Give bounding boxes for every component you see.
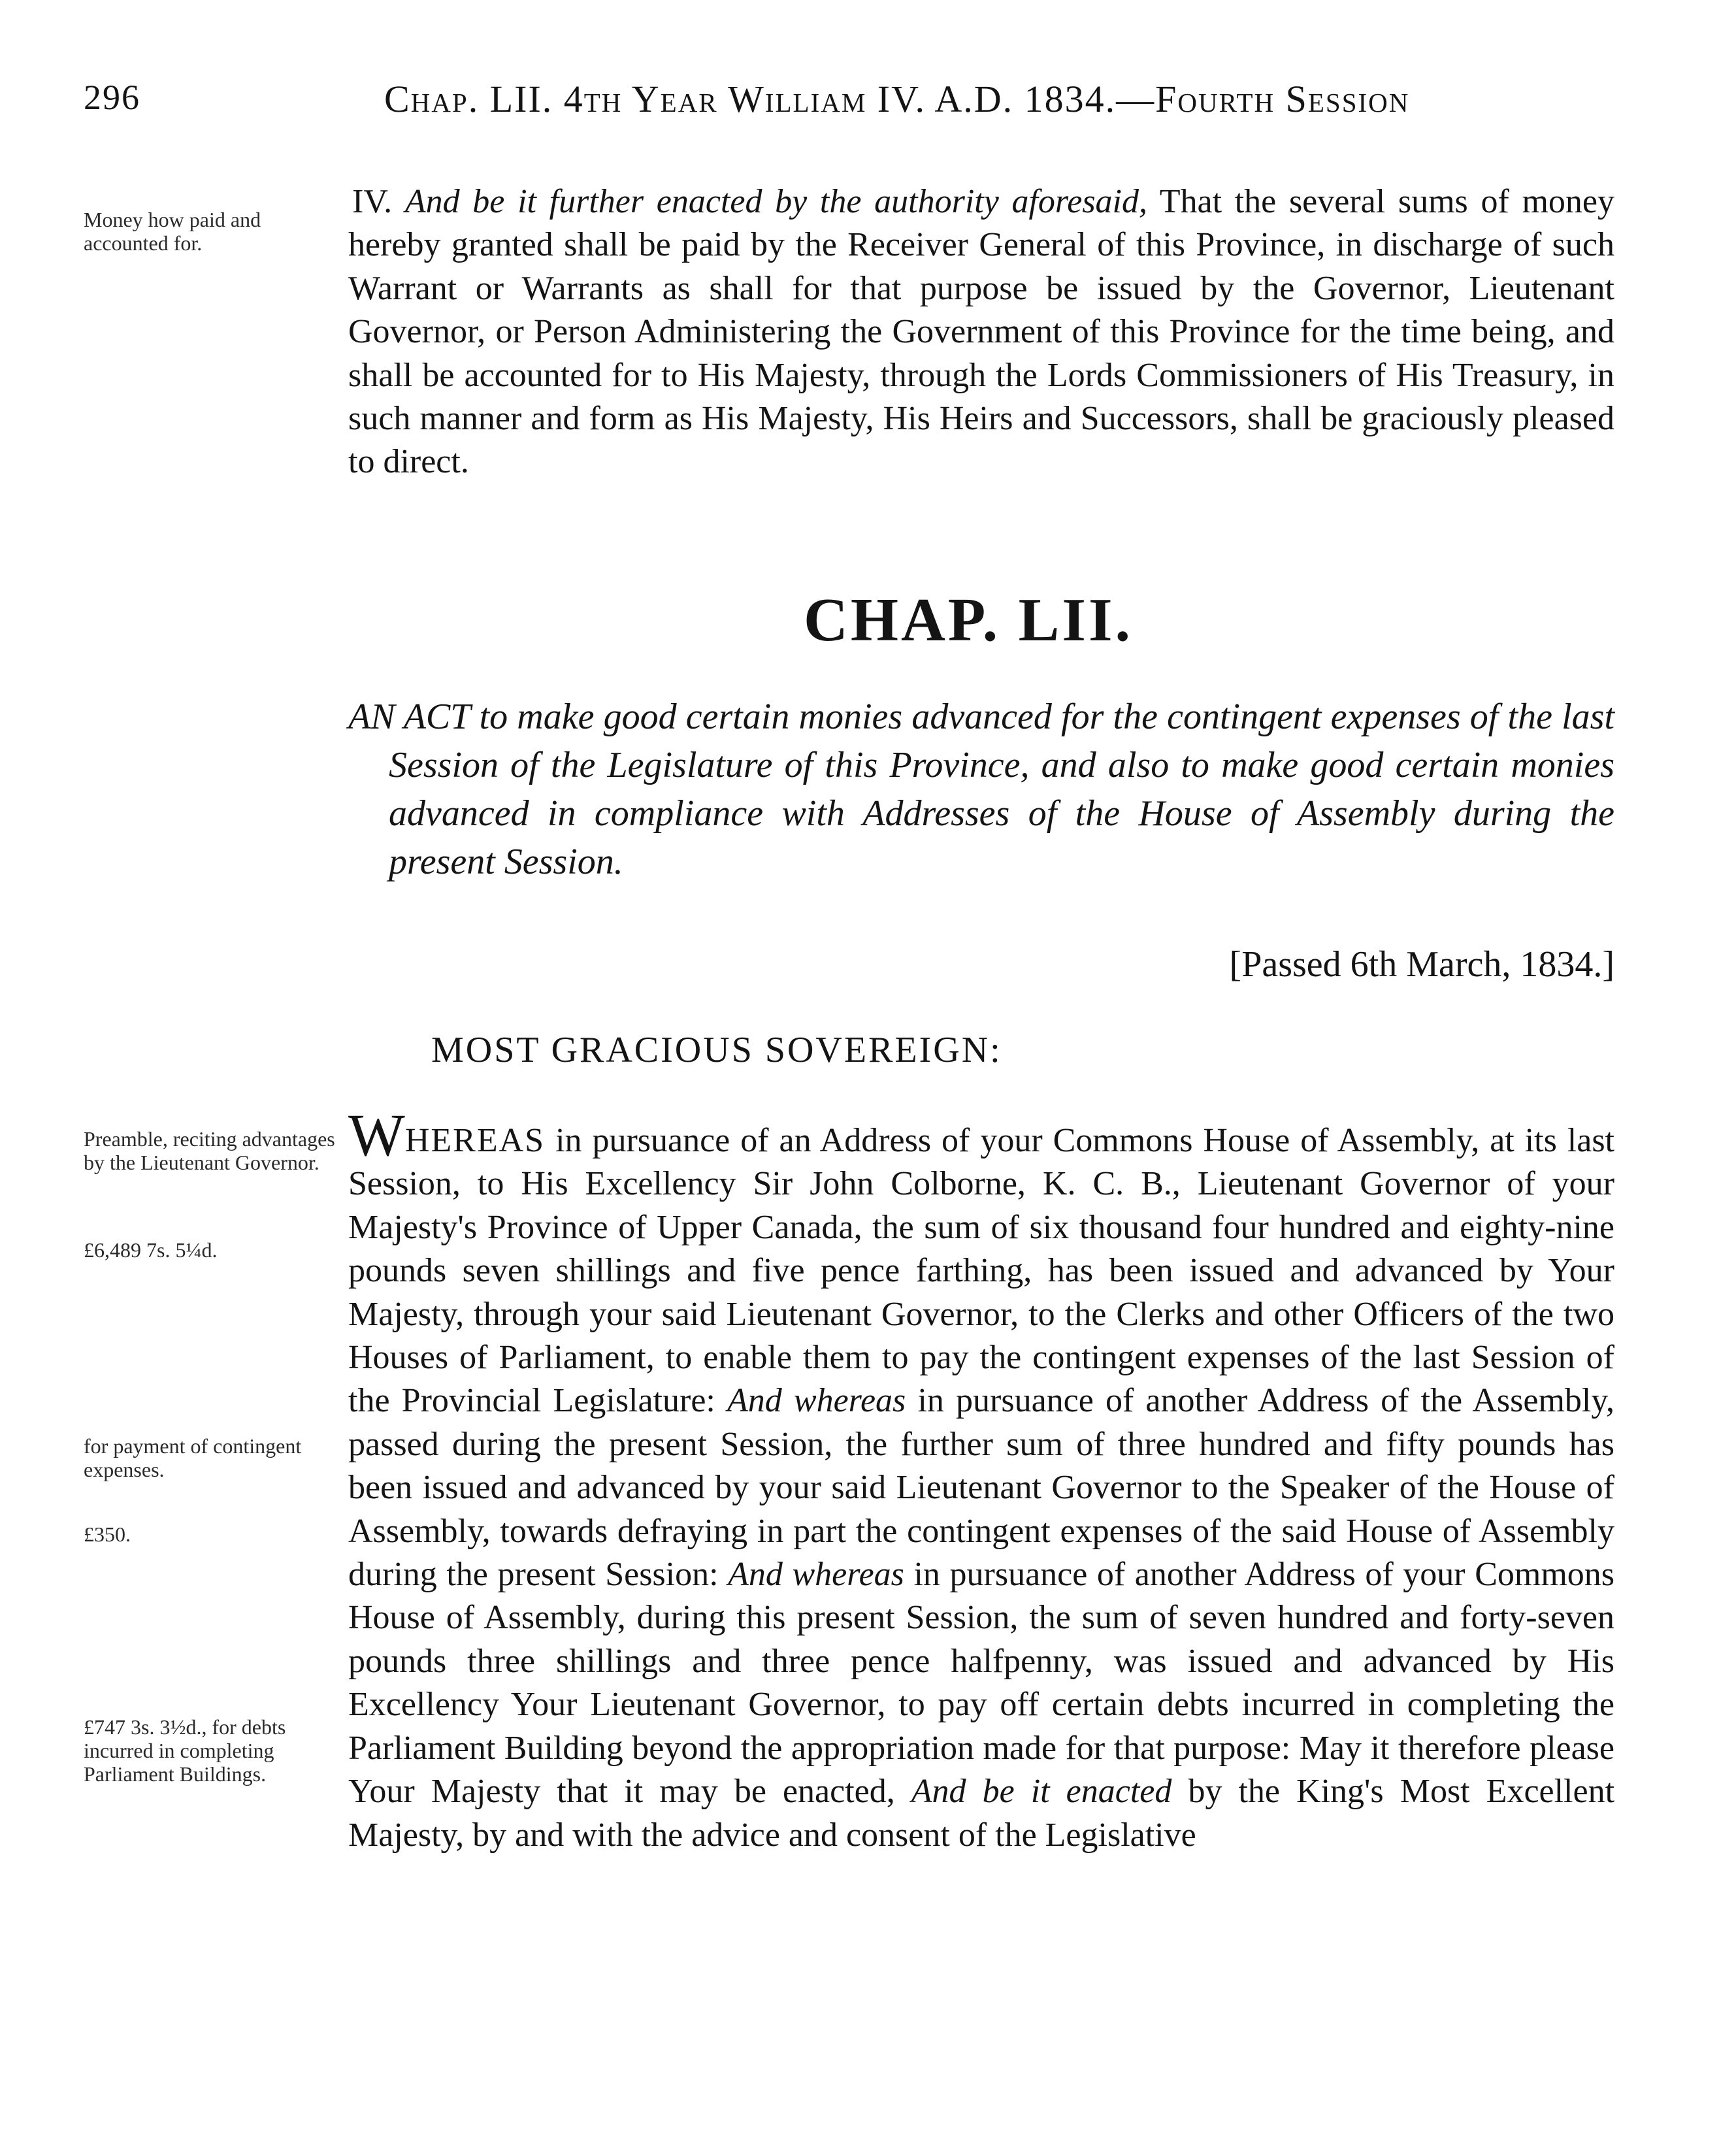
margin-note-money: Money how paid and accounted for.	[84, 208, 261, 255]
page-header	[84, 77, 1616, 136]
whereas-2: And whereas	[728, 1556, 904, 1594]
drop-cap: W	[348, 1102, 405, 1168]
preamble-part-4: by the King's Most Excellent Majesty, by and with the advice and consent of the Legislative	[348, 1773, 1615, 1854]
margin-note-amount-6489: £6,489 7s. 5¼d.	[84, 1238, 218, 1262]
act-title-block	[348, 693, 1614, 886]
margin-note-amount-350: £350.	[84, 1522, 131, 1546]
page-number: 296	[84, 78, 140, 117]
whereas-1: And whereas	[727, 1382, 906, 1420]
section-number: IV.	[352, 183, 393, 220]
section-iv	[348, 180, 1614, 484]
act-title-text: to make good certain monies advanced for the contingent expenses of the last Session of the Legislature of this Province, and also to make good certain monies advanced in compliance with Addresses of the House of Assembly during the present Session.	[389, 697, 1615, 882]
enacting-phrase: And be it enacted	[911, 1773, 1172, 1811]
chapter-title: CHAP. LII.	[804, 586, 1134, 654]
preamble	[348, 1102, 1615, 1857]
preamble-part-1: in pursuance of an Address of your Commons House of Assembly, at its last Session, to His Excellency Sir John Colborne, K. C. B., Lieutenant Governor of your Majesty's Province of Upper Canada, the sum of six thousand four hundred and eighty-nine pounds seven shillings and five pence farthing, has been issued and advanced by Your Majesty, through your said Lieutenant Governor, to the Clerks and other Officers of the two Houses of Parliament, to enable them to pay the contingent expenses of the last Session of the Provincial Legislature:	[348, 1122, 1614, 1420]
preamble-opening: HEREAS	[404, 1122, 546, 1159]
enacting-clause: And be it further enacted by the authority aforesaid,	[404, 183, 1147, 220]
margin-note-contingent: for payment of contingent expenses.	[84, 1434, 302, 1481]
act-lead: AN ACT	[348, 697, 470, 737]
preamble-part-3: in pursuance of another Address of your Commons House of Assembly, during this present Session, the sum of seven hundred and forty-seven pounds three shillings and three pence halfpenny, was issued and advanced by His Excellency Your Lieutenant Governor, to pay off certain debts incurred in completing the Parliament Building beyond the appropriation made for that purpose: May it therefore please Your Majesty that it may be enacted,	[348, 1556, 1615, 1811]
margin-note-debts: £747 3s. 3½d., for debts incurred in completing Parliament Buildings.	[84, 1715, 286, 1786]
act-title	[348, 693, 1614, 886]
running-head: Chap. LII. 4th Year William IV. A.D. 1834.—Fourth Session	[384, 78, 1410, 120]
margin-note-preamble: Preamble, reciting advantages by the Lieutenant Governor.	[84, 1127, 335, 1174]
preamble-part-2: in pursuance of another Address of the Assembly, passed during the present Session, the further sum of three hundred and fifty pounds has been issued and advanced by your said Lieutenant Governor to the Speaker of the House of Assembly, towards defraying in part the contingent expenses of the said House of Assembly during the present Session:	[348, 1382, 1615, 1594]
salutation: MOST GRACIOUS SOVEREIGN:	[431, 1030, 1002, 1070]
passed-date: [Passed 6th March, 1834.]	[1229, 944, 1614, 985]
section-iv-text: That the several sums of money hereby granted shall be paid by the Receiver General of this Province, in discharge of such Warrant or Warrants as shall for that purpose be issued by the Governor, Lieutenant Governor, or Person Administering the Government of this Province for the time being, and shall be accounted for to His Majesty, through the Lords Commissioners of His Treasury, in such manner and form as His Majesty, His Heirs and Successors, shall be graciously pleased to direct.	[348, 183, 1614, 481]
